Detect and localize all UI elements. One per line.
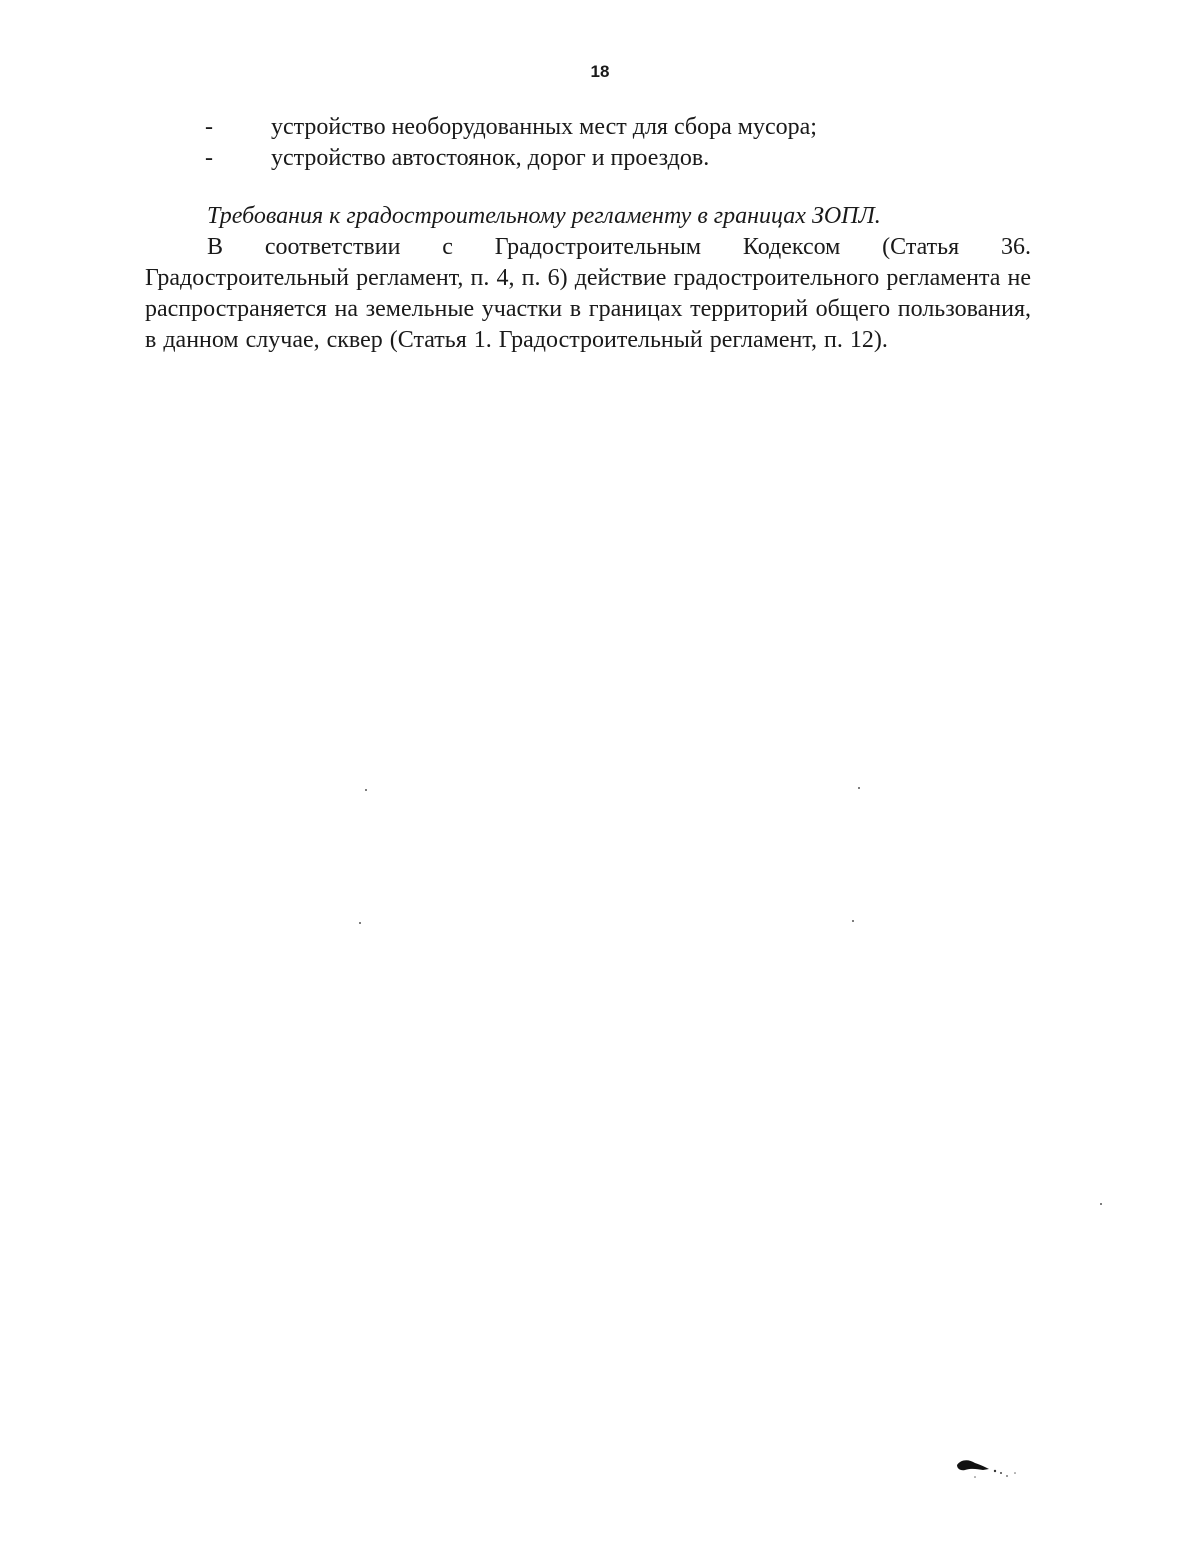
section-paragraph: В соответствии с Градостроительным Кодексом (Статья 36. Градостроительный регламент, п. 4, п. 6) действие градостроительного регламента не распространяется на земельные участки в границах территорий общего пользования, в данном случае, сквер (Статья 1. Градостроительный регламент, п. 12).	[145, 234, 1031, 353]
scan-speck	[359, 922, 361, 924]
scan-speck	[852, 920, 854, 922]
list-item-text: устройство необорудованных мест для сбора мусора;	[271, 114, 817, 140]
ink-smudge	[955, 1455, 1025, 1485]
requirements-section	[145, 201, 1031, 356]
bullet-marker: -	[205, 145, 213, 171]
list-item	[205, 143, 1045, 174]
page-number: 18	[590, 62, 610, 81]
bullet-list	[205, 112, 1045, 174]
section-heading: Требования к градостроительному регламенту в границах ЗОПЛ.	[207, 203, 881, 229]
scan-speck	[365, 789, 367, 791]
bullet-marker: -	[205, 114, 213, 140]
scan-speck	[1100, 1203, 1102, 1205]
list-item	[205, 112, 1045, 143]
list-item-text: устройство автостоянок, дорог и проездов.	[271, 145, 710, 171]
scan-speck	[858, 787, 860, 789]
